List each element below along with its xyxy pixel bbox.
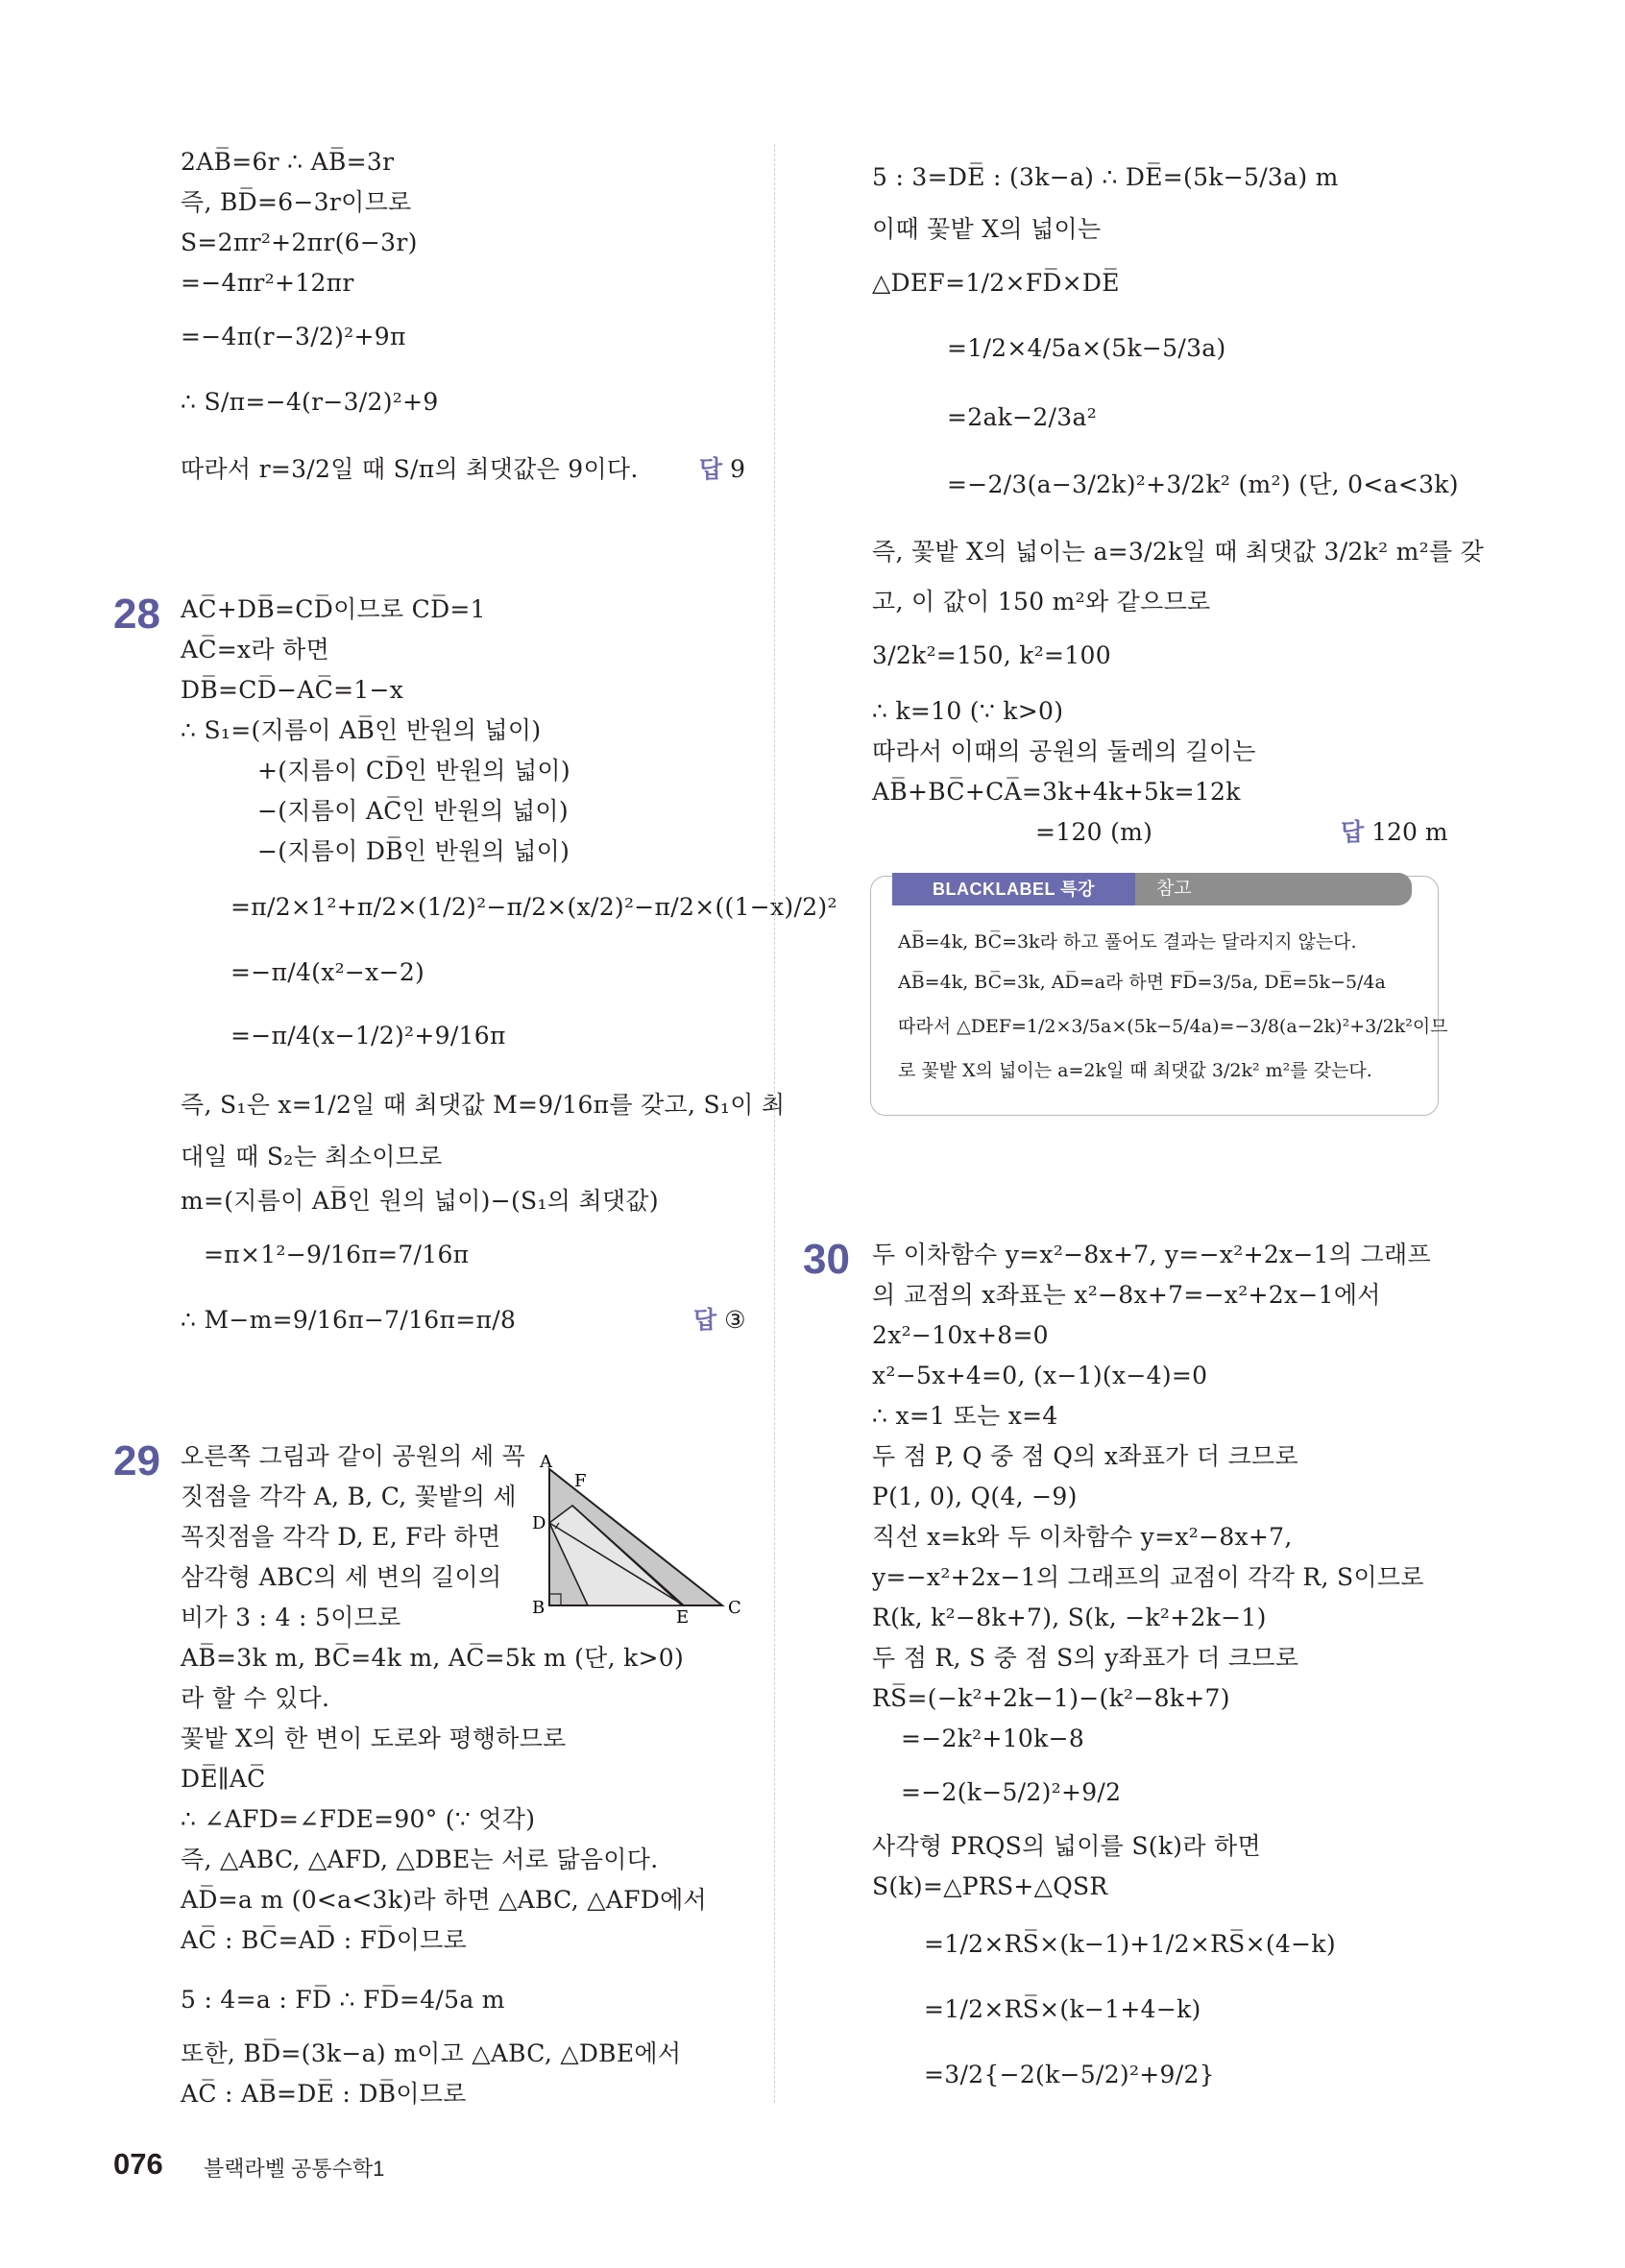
text-line: AC̅+DB̅=CD̅이므로 CD̅=1 (181, 595, 486, 623)
text-line: =π/2×1²+π/2×(1/2)²−π/2×(x/2)²−π/2×((1−x)/2)² (230, 893, 837, 921)
text-line: 대일 때 S₂는 최소이므로 (181, 1143, 443, 1170)
page-number: 076 (113, 2147, 163, 2181)
answer-tag: 답 (699, 456, 723, 483)
text-line: 즉, 꽃밭 X의 넓이는 a=3/2k일 때 최댓값 3/2k² m²를 갖 (872, 538, 1485, 566)
note-line: AB̅=4k, BC̅=3k, AD̅=a라 하면 FD̅=3/5a, DE̅=5k−5/4a (898, 972, 1386, 993)
label-f: F (574, 1471, 587, 1491)
text-line: −(지름이 DB̅인 반원의 넓이) (257, 837, 570, 865)
question-number-29: 29 (113, 1437, 160, 1484)
text-line: ∴ S/π=−4(r−3/2)²+9 (181, 388, 439, 416)
text-line: 즉, △ABC, △AFD, △DBE는 서로 닮음이다. (181, 1846, 659, 1873)
text-line: S=2πr²+2πr(6−3r) (181, 229, 418, 256)
text-line: 삼각형 ABC의 세 변의 길이의 (181, 1563, 502, 1591)
question-number-30: 30 (803, 1236, 850, 1283)
text-line: RS̅=(−k²+2k−1)−(k²−8k+7) (872, 1684, 1230, 1712)
note-category: 참고 (1135, 873, 1412, 905)
text-line: DB̅=CD̅−AC̅=1−x (181, 676, 404, 704)
text-line: AC̅ : AB̅=DE̅ : DB̅이므로 (181, 2080, 467, 2108)
answer-value: 9 (730, 455, 746, 483)
answer-value: ③ (724, 1306, 746, 1334)
answer-tag: 답 (1341, 819, 1365, 846)
park-triangle-figure (530, 1448, 761, 1630)
text-line: R(k, k²−8k+7), S(k, −k²+2k−1) (872, 1604, 1267, 1631)
text-line: =−4πr²+12πr (181, 269, 354, 297)
note-line: 로 꽃밭 X의 넓이는 a=2k일 때 최댓값 3/2k² m²를 갖는다. (898, 1060, 1372, 1081)
answer-tag: 답 (693, 1307, 717, 1334)
text-line: +(지름이 CD̅인 반원의 넓이) (257, 757, 570, 784)
text-line: x²−5x+4=0, (x−1)(x−4)=0 (872, 1362, 1208, 1389)
book-title: 블랙라벨 공통수학1 (204, 2157, 385, 2181)
text-line: 두 이차함수 y=x²−8x+7, y=−x²+2x−1의 그래프 (872, 1241, 1431, 1268)
text-line: AB̅=3k m, BC̅=4k m, AC̅=5k m (단, k>0) (181, 1644, 685, 1672)
text-line: 의 교점의 x좌표는 x²−8x+7=−x²+2x−1에서 (872, 1281, 1381, 1309)
text-line: 오른쪽 그림과 같이 공원의 세 꼭 (181, 1442, 526, 1470)
blacklabel-note-box (870, 876, 1448, 1116)
text-line: 짓점을 각각 A, B, C, 꽃밭의 세 (181, 1483, 517, 1510)
text-line: =−π/4(x²−x−2) (230, 958, 425, 986)
text-line: 비가 3 : 4 : 5이므로 (181, 1604, 401, 1631)
text-line: 2x²−10x+8=0 (872, 1321, 1049, 1349)
label-b: B (532, 1598, 546, 1618)
text-line: 라 할 수 있다. (181, 1684, 330, 1712)
text-line: P(1, 0), Q(4, −9) (872, 1483, 1078, 1510)
text-line: =−π/4(x−1/2)²+9/16π (230, 1022, 506, 1050)
text-line: ∴ M−m=9/16π−7/16π=π/8 (181, 1306, 517, 1334)
text-line: =2ak−2/3a² (947, 403, 1098, 431)
text-line: DE̅∥AC̅ (181, 1765, 266, 1793)
label-d: D (532, 1513, 546, 1533)
text-line: 5 : 3=DE̅ : (3k−a) ∴ DE̅=(5k−5/3a) m (872, 163, 1339, 191)
text-line: 즉, S₁은 x=1/2일 때 최댓값 M=9/16π를 갖고, S₁이 최 (181, 1091, 786, 1119)
answer-label (699, 455, 745, 484)
text-line: 두 점 R, S 중 점 S의 y좌표가 더 크므로 (872, 1644, 1299, 1672)
text-line: 사각형 PRQS의 넓이를 S(k)라 하면 (872, 1832, 1261, 1860)
text-line: 꼭짓점을 각각 D, E, F라 하면 (181, 1523, 501, 1551)
text-line: 3/2k²=150, k²=100 (872, 641, 1111, 669)
text-line: =−2(k−5/2)²+9/2 (901, 1778, 1122, 1806)
label-c: C (728, 1598, 741, 1618)
text-line: 따라서 r=3/2일 때 S/π의 최댓값은 9이다. (181, 455, 639, 483)
text-line: =1/2×RS̅×(k−1+4−k) (924, 1995, 1201, 2023)
text-line: △DEF=1/2×FD̅×DE̅ (872, 269, 1120, 297)
answer-value: 120 m (1371, 818, 1448, 846)
text-line: m=(지름이 AB̅인 원의 넓이)−(S₁의 최댓값) (181, 1187, 659, 1215)
note-header (892, 873, 1412, 905)
text-line: 이때 꽃밭 X의 넓이는 (872, 215, 1102, 243)
text-line: =−2k²+10k−8 (901, 1725, 1085, 1752)
text-line: =−4π(r−3/2)²+9π (181, 323, 406, 350)
answer-label (1341, 818, 1448, 847)
text-line: y=−x²+2x−1의 그래프의 교점이 각각 R, S이므로 (872, 1563, 1424, 1591)
text-line: −(지름이 AC̅인 반원의 넓이) (257, 797, 569, 825)
note-label: BLACKLABEL 특강 (892, 873, 1135, 905)
text-line: =1/2×4/5a×(5k−5/3a) (947, 334, 1226, 362)
text-line: =120 (m) (1035, 818, 1153, 846)
text-line: S(k)=△PRS+△QSR (872, 1872, 1108, 1900)
text-line: ∴ k=10 (∵ k>0) (872, 697, 1064, 725)
text-line: ∴ ∠AFD=∠FDE=90° (∵ 엇각) (181, 1805, 536, 1833)
note-line: 따라서 △DEF=1/2×3/5a×(5k−5/4a)=−3/8(a−2k)²+3/2k²이므 (898, 1016, 1448, 1037)
text-line: =π×1²−9/16π=7/16π (204, 1241, 470, 1268)
text-line: AD̅=a m (0<a<3k)라 하면 △ABC, △AFD에서 (181, 1886, 707, 1914)
note-line: AB̅=4k, BC̅=3k라 하고 풀어도 결과는 달라지지 않는다. (898, 931, 1357, 953)
text-line: ∴ x=1 또는 x=4 (872, 1402, 1058, 1430)
label-e: E (676, 1607, 690, 1628)
text-line: 또한, BD̅=(3k−a) m이고 △ABC, △DBE에서 (181, 2039, 682, 2067)
column-divider (774, 144, 775, 2103)
text-line: 직선 x=k와 두 이차함수 y=x²−8x+7, (872, 1523, 1293, 1551)
text-line: 꽃밭 X의 한 변이 도로와 평행하므로 (181, 1725, 567, 1752)
text-line: =1/2×RS̅×(k−1)+1/2×RS̅×(4−k) (924, 1930, 1336, 1958)
text-line: 즉, BD̅=6−3r이므로 (181, 188, 412, 216)
answer-label (693, 1306, 746, 1335)
text-line: AB̅+BC̅+CA̅=3k+4k+5k=12k (872, 778, 1241, 806)
text-line: AC̅ : BC̅=AD̅ : FD̅이므로 (181, 1926, 468, 1954)
text-line: 5 : 4=a : FD̅ ∴ FD̅=4/5a m (181, 1986, 505, 2014)
text-line: AC̅=x라 하면 (181, 636, 330, 664)
text-line: =−2/3(a−3/2k)²+3/2k² (m²) (단, 0<a<3k) (947, 470, 1459, 498)
text-line: 따라서 이때의 공원의 둘레의 길이는 (872, 737, 1256, 765)
text-line: 2AB̅=6r ∴ AB̅=3r (181, 148, 395, 176)
question-number-28: 28 (113, 591, 160, 638)
text-line: 고, 이 값이 150 m²와 같으므로 (872, 588, 1211, 615)
text-line: ∴ S₁=(지름이 AB̅인 반원의 넓이) (181, 716, 542, 744)
text-line: =3/2{−2(k−5/2)²+9/2} (924, 2061, 1215, 2088)
label-a: A (540, 1452, 552, 1472)
text-line: 두 점 P, Q 중 점 Q의 x좌표가 더 크므로 (872, 1442, 1298, 1470)
